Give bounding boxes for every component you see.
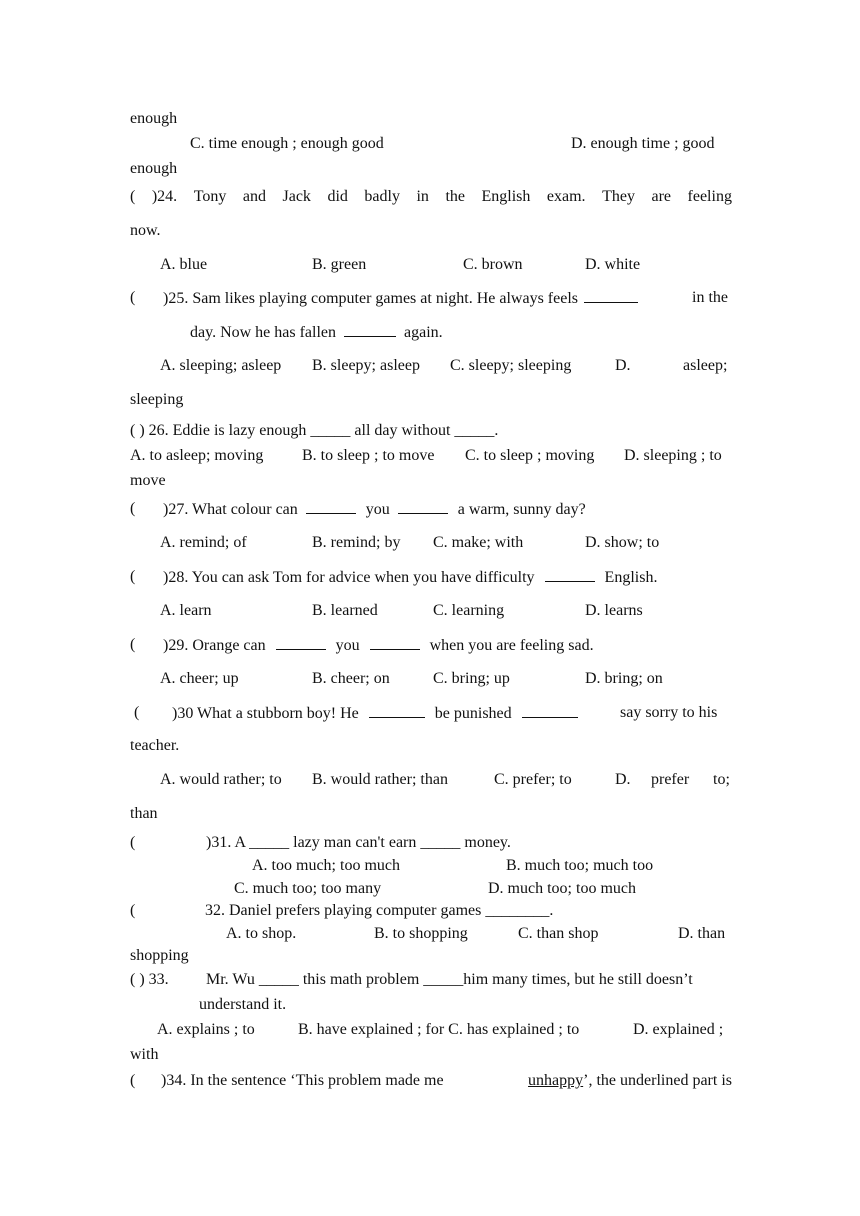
- option-c: C. to sleep ; moving: [465, 447, 595, 464]
- option-d: D. white: [585, 256, 641, 273]
- word: are: [651, 188, 671, 205]
- question-text: be punished: [434, 705, 512, 722]
- question-continuation: teacher.: [130, 737, 180, 754]
- option-b-c: B. have explained ; for C. has explained ; to: [298, 1021, 580, 1038]
- option-b: B. much too; much too: [506, 857, 654, 874]
- answer-blank: [344, 322, 396, 337]
- option-c: C. make; with: [433, 534, 524, 551]
- question-number: )24.: [151, 188, 178, 205]
- question-28: [163, 567, 657, 588]
- answer-blank: [306, 499, 356, 514]
- option-d: D. sleeping ; to: [624, 447, 722, 464]
- option-b: B. green: [312, 256, 367, 273]
- underlined-word: unhappy: [528, 1072, 584, 1089]
- answer-blank: [522, 703, 578, 718]
- answer-blank: [369, 703, 425, 718]
- question-text: you: [335, 637, 360, 654]
- answer-blank: [276, 635, 326, 650]
- option-b: B. would rather; than: [312, 771, 448, 788]
- option-d: D. learns: [585, 602, 643, 619]
- question-text: )29. Orange can: [163, 637, 266, 654]
- option-a: A. cheer; up: [160, 670, 239, 687]
- answer-paren: (: [130, 500, 136, 517]
- answer-paren: (: [130, 568, 136, 585]
- question-text: you: [365, 501, 390, 518]
- question-text: English.: [604, 569, 658, 586]
- answer-paren: ( ) 33.: [130, 971, 169, 988]
- question-text: a warm, sunny day?: [457, 501, 586, 518]
- question-34: [161, 1071, 732, 1091]
- answer-paren: (: [134, 704, 140, 721]
- option-c: C. bring; up: [433, 670, 510, 687]
- option-c: C. learning: [433, 602, 505, 619]
- option-c: C. sleepy; sleeping: [450, 357, 572, 374]
- word: did: [327, 188, 348, 205]
- question-text-line2: [190, 322, 443, 343]
- option-a: A. explains ; to: [157, 1021, 255, 1038]
- option-a: A. sleeping; asleep: [160, 357, 282, 374]
- option-b: B. sleepy; asleep: [312, 357, 420, 374]
- answer-paren: (: [130, 636, 136, 653]
- answer-blank: [545, 567, 595, 582]
- word: Jack: [282, 188, 311, 205]
- option-d: D. bring; on: [585, 670, 663, 687]
- word: and: [242, 188, 266, 205]
- question-text: )30 What a stubborn boy! He: [172, 705, 359, 722]
- question-30: [172, 703, 588, 724]
- question-text: )25. Sam likes playing computer games at night. He always feels: [163, 290, 579, 307]
- option-a: A. to shop.: [226, 925, 297, 942]
- question-text: )27. What colour can: [163, 501, 298, 518]
- option-b: B. cheer; on: [312, 670, 390, 687]
- answer-paren: (: [130, 289, 136, 306]
- option-c: C. much too; too many: [234, 880, 382, 897]
- continuation-text: enough: [130, 160, 178, 177]
- option-c: C. brown: [463, 256, 523, 273]
- answer-paren: (: [130, 902, 136, 919]
- question-continuation: now.: [130, 222, 161, 239]
- option-b: B. remind; by: [312, 534, 401, 551]
- question-27: [163, 499, 586, 520]
- option-d: D. show; to: [585, 534, 660, 551]
- option-d: D. enough time ; good: [571, 135, 715, 152]
- question-31: )31. A _____ lazy man can't earn _____ money.: [206, 834, 511, 851]
- question-text: again.: [404, 324, 443, 341]
- option-d-text: asleep;: [683, 357, 728, 374]
- question-text-with-underline: [528, 1071, 732, 1091]
- answer-paren: (: [130, 834, 136, 851]
- question-text: in the: [692, 289, 728, 306]
- question-text: )34. In the sentence ‘This problem made me: [161, 1072, 444, 1089]
- option-d: D. than: [678, 925, 726, 942]
- question-text: day. Now he has fallen: [190, 324, 337, 341]
- word: Tony: [193, 188, 227, 205]
- option-d: D.: [615, 357, 631, 374]
- option-a: A. too much; too much: [252, 857, 400, 874]
- answer-blank: [584, 288, 638, 303]
- option-a: A. to asleep; moving: [130, 447, 264, 464]
- question-32: 32. Daniel prefers playing computer games ________.: [205, 902, 554, 919]
- option-continuation: shopping: [130, 947, 189, 964]
- question-29: [163, 635, 594, 656]
- word: exam.: [546, 188, 586, 205]
- question-text: ’, the underlined part is: [583, 1072, 732, 1089]
- question-24: [130, 187, 732, 207]
- word: in: [416, 188, 429, 205]
- answer-blank: [370, 635, 420, 650]
- option-d: D. explained ;: [633, 1021, 724, 1038]
- option-a: A. blue: [160, 256, 208, 273]
- question-text: when you are feeling sad.: [429, 637, 594, 654]
- option-b: B. to shopping: [374, 925, 468, 942]
- word: They: [602, 188, 635, 205]
- option-d: D. much too; too much: [488, 880, 636, 897]
- option-c: C. prefer; to: [494, 771, 572, 788]
- option-c: C. time enough ; enough good: [190, 135, 384, 152]
- word: badly: [364, 188, 400, 205]
- option-b: B. to sleep ; to move: [302, 447, 435, 464]
- option-d-text: to;: [713, 771, 730, 788]
- word: the: [445, 188, 465, 205]
- word: feeling: [687, 188, 732, 205]
- option-continuation: sleeping: [130, 391, 184, 408]
- option-continuation: with: [130, 1046, 159, 1063]
- answer-paren: (: [130, 1072, 136, 1089]
- word: English: [481, 188, 531, 205]
- option-c: C. than shop: [518, 925, 599, 942]
- question-26: ( ) 26. Eddie is lazy enough _____ all day without _____.: [130, 422, 499, 439]
- answer-paren: (: [130, 188, 136, 205]
- option-continuation: move: [130, 472, 166, 489]
- option-d-text: prefer: [651, 771, 690, 788]
- continuation-text: enough: [130, 110, 178, 127]
- option-d: D.: [615, 771, 631, 788]
- question-25: [163, 288, 644, 309]
- option-a: A. learn: [160, 602, 212, 619]
- answer-blank: [398, 499, 448, 514]
- question-text: )28. You can ask Tom for advice when you have difficulty: [163, 569, 535, 586]
- option-b: B. learned: [312, 602, 378, 619]
- option-a: A. would rather; to: [160, 771, 282, 788]
- question-33: Mr. Wu _____ this math problem _____him many times, but he still doesn’t: [206, 971, 693, 988]
- option-a: A. remind; of: [160, 534, 247, 551]
- question-text: say sorry to his: [620, 704, 718, 721]
- question-text-line2: understand it.: [199, 996, 287, 1013]
- option-continuation: than: [130, 805, 158, 822]
